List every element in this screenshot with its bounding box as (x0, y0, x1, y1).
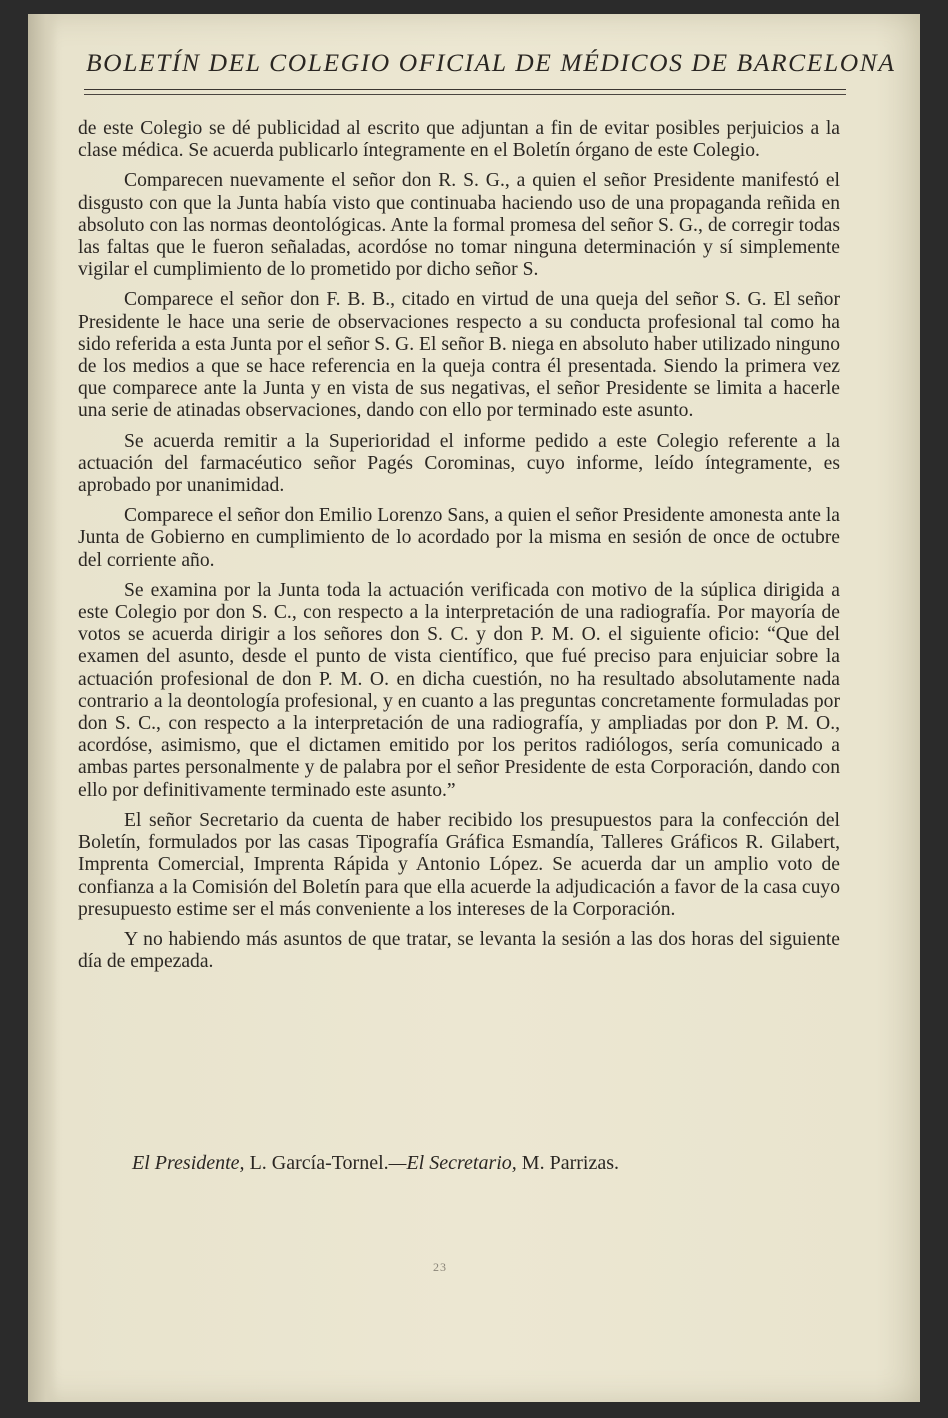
header-rule-bottom (84, 94, 846, 95)
president-name: L. García-Tornel. (249, 1152, 389, 1174)
signature-line (132, 1152, 619, 1175)
paragraph: Comparecen nuevamente el señor don R. S. G., a quien el señor Presidente manifestó el disgusto con que la Junta había visto que continuaba haciendo uso de una propaganda reñida en absoluto con las normas deontológicas. Ante la formal promesa del señor S. G., de corregir todas las faltas que le fueron señaladas, acordóse no tomar ninguna determinación y sí simplemente vigilar el cumplimiento de lo prometido por dicho señor S. (78, 170, 840, 281)
president-title: El Presidente, (132, 1152, 245, 1174)
running-header: BOLETÍN DEL COLEGIO OFICIAL DE MÉDICOS DE BARCELONA (86, 48, 896, 77)
page-binding-shadow (28, 14, 58, 1402)
secretary-title: —El Secretario, (388, 1152, 517, 1174)
paragraph: Comparece el señor don Emilio Lorenzo Sans, a quien el señor Presidente amonesta ante la Junta de Gobierno en cumplimiento de lo acordado por la misma en sesión de once de octubre del corriente año. (78, 505, 840, 571)
secretary-name: M. Parrizas. (521, 1152, 619, 1174)
paragraph: El señor Secretario da cuenta de haber recibido los presupuestos para la confección del Boletín, formulados por las casas Tipografía Gráfica Esmandía, Talleres Gráficos R. Gilabert, Imprenta Comercial, Imprenta Rápida y Antonio López. Se acuerda dar un amplio voto de confianza a la Comisión del Boletín para que ella acuerde la adjudicación a favor de la casa cuyo presupuesto estime ser el más conveniente a los intereses de la Corporación. (78, 809, 840, 920)
body-text (78, 118, 840, 981)
page-number: 23 (433, 1260, 447, 1274)
paragraph: Se examina por la Junta toda la actuación verificada con motivo de la súplica dirigida a este Colegio por don S. C., con respecto a la interpretación de una radiografía. Por mayoría de votos se acuerda dirigir a los señores don S. C. y don P. M. O. el siguiente oficio: “Que del examen del asunto, desde el punto de vista científico, que fué preciso para enjuiciar sobre la actuación profesional de don P. M. O. en dicha cuestión, no ha resultado absolutamente nada contrario a la deontología profesional, y en cuanto a las preguntas concretamente formuladas por don S. C., con respecto a la interpretación de una radiografía, y ampliadas por don P. M. O., acordóse, asimismo, que el dictamen emitido por los peritos radiólogos, sería comunicado a ambas partes personalmente y de palabra por el señor Presidente de esta Corporación, dando con ello por definitivamente terminado este asunto.” (78, 579, 840, 801)
paragraph: Y no habiendo más asuntos de que tratar, se levanta la sesión a las dos horas del siguiente día de empezada. (78, 928, 840, 973)
header-rule-top (84, 89, 846, 90)
paragraph: de este Colegio se dé publicidad al escrito que adjuntan a fin de evitar posibles perjuicios a la clase médica. Se acuerda publicarlo íntegramente en el Boletín órgano de este Colegio. (78, 118, 840, 162)
paragraph: Se acuerda remitir a la Superioridad el informe pedido a este Colegio referente a la actuación del farmacéutico señor Pagés Corominas, cuyo informe, leído íntegramente, es aprobado por unanimidad. (78, 430, 840, 497)
paragraph: Comparece el señor don F. B. B., citado en virtud de una queja del señor S. G. El señor Presidente le hace una serie de observaciones respecto a su conducta profesional tal como ha sido referida a esta Junta por el señor S. G. El señor B. niega en absoluto haber utilizado ninguno de los medios a que se hace referencia en la queja contra él presentada. Siendo la primera vez que comparece ante la Junta y en vista de sus negativas, el señor Presidente se limita a hacerle una serie de atinadas observaciones, dando con ello por terminado este asunto. (78, 289, 840, 422)
document-page (28, 14, 920, 1402)
